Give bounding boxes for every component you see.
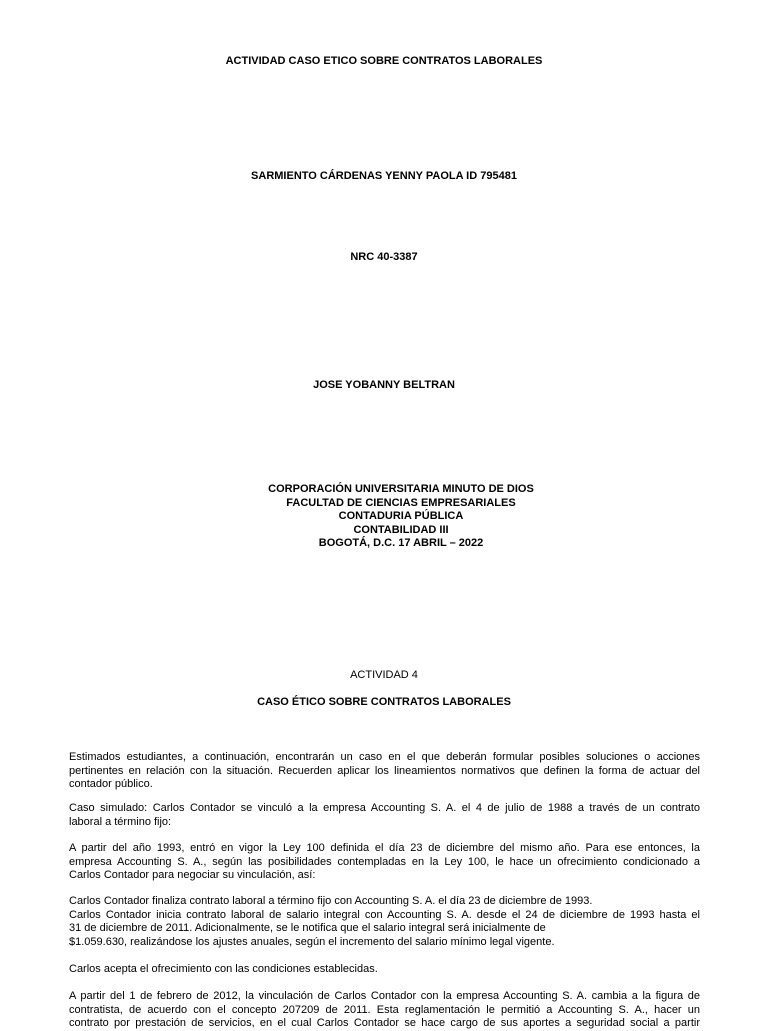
- case-paragraph: [69, 802, 700, 829]
- activity-number: ACTIVIDAD 4: [350, 669, 418, 681]
- paragraph-line: Carlos Contador finaliza contrato laboral a término fijo con Accounting S. A. el día 23 de diciembre de 1993.: [69, 895, 593, 907]
- intro-paragraph: [69, 751, 700, 792]
- institution-line: FACULTAD DE CIENCIAS EMPRESARIALES: [286, 496, 516, 509]
- paragraph-line: A partir del año 1993, entró en vigor la Ley 100 definida el día 23 de diciembre del mismo año. Para ese entonces, la: [69, 842, 700, 854]
- cover-student-name: SARMIENTO CÁRDENAS YENNY PAOLA ID 795481: [251, 170, 517, 182]
- paragraph-line: laboral a término fijo:: [69, 815, 172, 828]
- cover-institution-block: [0, 483, 768, 551]
- institution-line: BOGOTÁ, D.C. 17 ABRIL – 2022: [318, 537, 484, 549]
- paragraph-line: Carlos acepta el ofrecimiento con las condiciones establecidas.: [69, 963, 378, 975]
- cover-activity-title: ACTIVIDAD CASO ETICO SOBRE CONTRATOS LABORALES: [225, 55, 543, 67]
- paragraph-line: empresa Accounting S. A., según las posibilidades contempladas en la Ley 100, le hace un ofrecimiento condicionado a: [69, 855, 700, 868]
- paragraph-line: contratista, de acuerdo con el concepto 207209 de 2011. Esta reglamentación le permitió a Accounting S. A., hacer un: [69, 1003, 700, 1016]
- paragraph-line: A partir del 1 de febrero de 2012, la vinculación de Carlos Contador con la empresa Accounting S. A. cambia a la figura de: [69, 990, 700, 1002]
- ley-paragraph: [69, 842, 700, 883]
- cover-nrc: NRC 40-3387: [350, 251, 418, 263]
- contract-paragraph: [69, 895, 700, 949]
- institution-line: CONTABILIDAD III: [353, 523, 449, 536]
- paragraph-line: pertinentes en relación con la situación. Recuerden aplicar los lineamientos normativos que definen la forma de actuar del: [69, 764, 700, 777]
- paragraph-line: Estimados estudiantes, a continuación, encontrarán un caso en el que deberán formular posibles soluciones o acciones: [69, 751, 700, 763]
- paragraph-line: Carlos Contador para negociar su vinculación, así:: [69, 869, 316, 882]
- paragraph-line: Caso simulado: Carlos Contador se vinculó a la empresa Accounting S. A. el 4 de julio de 1988 a través de un contrato: [69, 802, 700, 814]
- case-title: CASO ÉTICO SOBRE CONTRATOS LABORALES: [257, 696, 511, 708]
- institution-line: CONTADURIA PÚBLICA: [338, 510, 464, 522]
- paragraph-line: $1.059.630, realizándose los ajustes anuales, según el incremento del salario mínimo legal vigente.: [69, 935, 555, 948]
- paragraph-line: Carlos Contador inicia contrato laboral de salario integral con Accounting S. A. desde el 24 de diciembre de 1993 hasta el: [69, 908, 700, 921]
- institution-line: CORPORACIÓN UNIVERSITARIA MINUTO DE DIOS: [268, 483, 534, 495]
- final-paragraph: [69, 990, 700, 1031]
- paragraph-line: contador público.: [69, 778, 153, 791]
- cover-teacher: JOSE YOBANNY BELTRAN: [313, 379, 455, 391]
- accept-paragraph: [69, 963, 700, 977]
- paragraph-line: 31 de diciembre de 2011. Adicionalmente, se le notifica que el salario integral será inicialmente de: [69, 922, 546, 935]
- paragraph-line: contrato por prestación de servicios, en el cual Carlos Contador se hace cargo de sus aportes a seguridad social a partir: [69, 1017, 700, 1030]
